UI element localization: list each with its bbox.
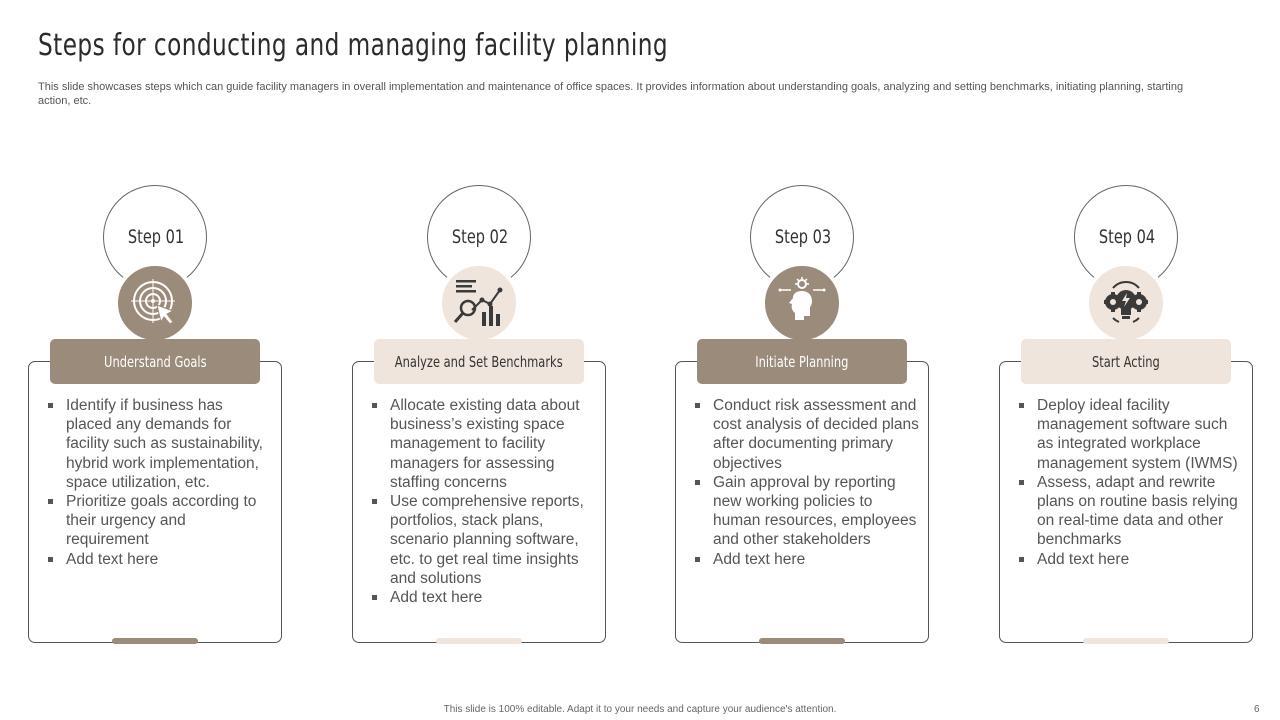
analytics-icon — [438, 262, 520, 344]
list-item: Assess, adapt and rewrite plans on routine basis relying on real-time data and other benchmarks — [1019, 473, 1243, 550]
list-item: Add text here — [695, 550, 919, 569]
step-heading: Start Acting — [1092, 352, 1160, 371]
step-column-3 — [675, 0, 931, 720]
step-column-2 — [352, 0, 608, 720]
list-item: Conduct risk assessment and cost analysis of decided plans after documenting primary objectives — [695, 396, 919, 473]
list-item: Add text here — [372, 588, 596, 607]
step-label: Step 04 — [1098, 226, 1156, 248]
step-heading: Initiate Planning — [755, 352, 849, 371]
step-heading-tab — [697, 339, 907, 384]
step-label: Step 01 — [127, 226, 185, 248]
card-accent-bar — [1083, 638, 1169, 644]
list-item: Add text here — [1019, 550, 1243, 569]
gear-bulb-icon — [1085, 262, 1167, 344]
step-label: Step 02 — [451, 226, 509, 248]
target-icon — [114, 262, 196, 344]
list-item: Deploy ideal facility management software such as integrated workplace management system (IWMS) — [1019, 396, 1243, 473]
step-column-1 — [28, 0, 284, 720]
list-item: Prioritize goals according to their urgency and requirement — [48, 492, 272, 550]
card-accent-bar — [436, 638, 522, 644]
footer-note: This slide is 100% editable. Adapt it to your needs and capture your audience's attention. — [443, 704, 837, 715]
list-item: Allocate existing data about business’s existing space management to facility managers for assessing staffing concerns — [372, 396, 596, 492]
step-heading-tab — [374, 339, 584, 384]
head-gear-icon — [761, 262, 843, 344]
list-item: Identify if business has placed any demands for facility such as sustainability, hybrid work implementation, space utilization, etc. — [48, 396, 272, 492]
bullet-list — [695, 396, 919, 569]
page-title: Steps for conducting and managing facility planning — [38, 28, 669, 63]
step-label: Step 03 — [774, 226, 832, 248]
bullet-list — [48, 396, 272, 569]
bullet-list — [1019, 396, 1243, 569]
step-heading-tab — [50, 339, 260, 384]
step-heading-tab — [1021, 339, 1231, 384]
card-accent-bar — [112, 638, 198, 644]
list-item: Add text here — [48, 550, 272, 569]
card-accent-bar — [759, 638, 845, 644]
list-item: Gain approval by reporting new working policies to human resources, employees and other stakeholders — [695, 473, 919, 550]
page-number: 6 — [1254, 704, 1260, 715]
step-heading: Understand Goals — [103, 352, 207, 371]
step-column-4 — [999, 0, 1255, 720]
list-item: Use comprehensive reports, portfolios, stack plans, scenario planning software, etc. to get real time insights and solutions — [372, 492, 596, 588]
page-subtitle: This slide showcases steps which can guide facility managers in overall implementation and maintenance of office spaces. It provides information about understanding goals, analyzing and setting benchmarks, initiating planning, starting action, etc. — [38, 81, 1184, 107]
bullet-list — [372, 396, 596, 607]
step-heading: Analyze and Set Benchmarks — [395, 352, 563, 371]
